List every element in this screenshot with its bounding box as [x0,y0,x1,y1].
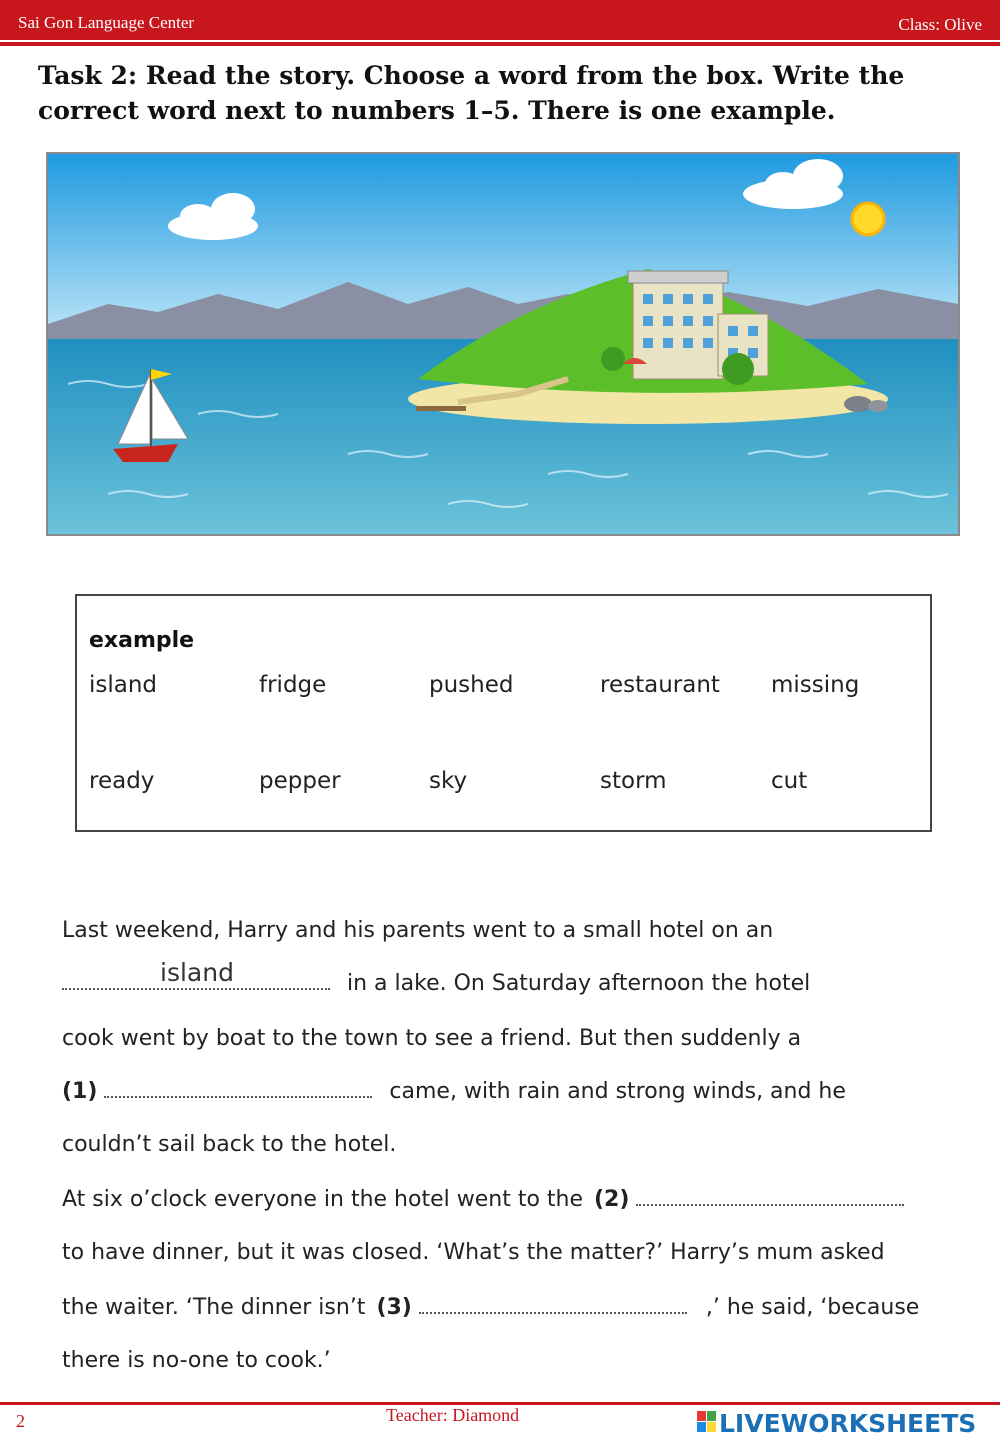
header-bar [0,0,1000,40]
story-text: At six o’clock everyone in the hotel went to the [62,1187,583,1212]
story-text: ,’ he said, ‘because [705,1295,920,1320]
example-answer-blank [62,970,330,990]
word-option: restaurant [600,672,720,698]
story-line: to have dinner, but it was closed. ‘What’s the matter?’ Harry’s mum asked [62,1240,885,1265]
word-option: pushed [429,672,514,698]
story-line: Last weekend, Harry and his parents went to a small hotel on an [62,918,774,943]
word-option: pepper [259,768,341,794]
page-number: 2 [16,1411,25,1431]
story-line: cook went by boat to the town to see a friend. But then suddenly a [62,1026,802,1051]
answer-blank-1[interactable] [104,1078,372,1098]
answer-blank-2[interactable] [636,1186,904,1206]
word-option: fridge [259,672,327,698]
story-line-q3 [62,1294,919,1320]
question-number-2: (2) [594,1187,630,1212]
answer-blank-3[interactable] [419,1294,687,1314]
word-option: sky [429,768,468,794]
word-box [75,594,932,832]
word-option: island [89,672,158,698]
story-line-q1 [62,1078,846,1104]
story-line-q2 [62,1186,904,1212]
story-text: in a lake. On Saturday afternoon the hotel [347,971,811,996]
island-hotel-picture [48,154,958,534]
word-option: storm [600,768,667,794]
task-instructions: Task 2: Read the story. Choose a word from the box. Write the correct word next to numbers 1–5. There is one example. [38,61,905,125]
question-number-1: (1) [62,1079,98,1104]
story-line-2 [62,970,810,996]
liveworksheets-brand: LIVEWORKSHEETS [719,1409,977,1438]
story-text: came, with rain and strong winds, and he [389,1079,846,1104]
word-option: ready [89,768,155,794]
example-answer: island [160,958,234,987]
teacher-name: Teacher: Diamond [386,1405,520,1425]
liveworksheets-blocks-icon [697,1411,717,1433]
story-text: the waiter. ‘The dinner isn’t [62,1295,366,1320]
word-option: missing [771,672,860,698]
class-label: Class: Olive [898,15,982,34]
story-line: there is no-one to cook.’ [62,1348,331,1373]
header-stripe [0,42,1000,46]
center-name: Sai Gon Language Center [18,13,195,32]
example-label: example [89,628,195,653]
question-number-3: (3) [376,1295,412,1320]
story-line: couldn’t sail back to the hotel. [62,1132,397,1157]
island-illustration [46,152,960,536]
word-option: cut [771,768,808,794]
